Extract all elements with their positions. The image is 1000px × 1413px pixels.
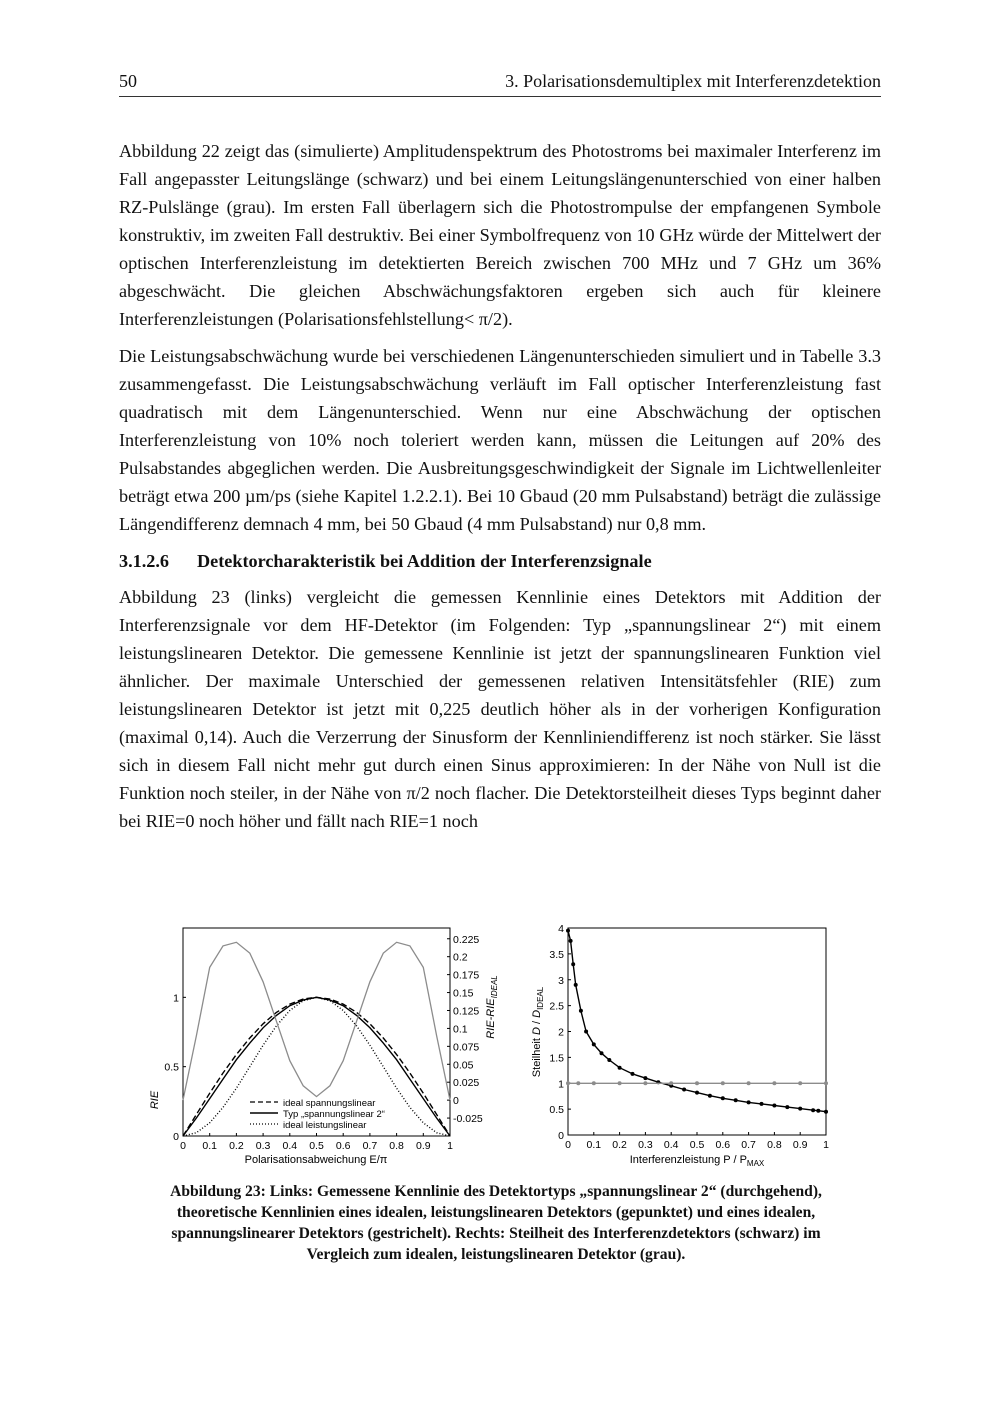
y-tick-label: 3.5 — [549, 948, 564, 961]
body-text — [119, 137, 881, 844]
page-header — [119, 70, 881, 97]
series-point-0 — [816, 1109, 820, 1113]
series-point-1 — [747, 1081, 751, 1085]
series-point-0 — [631, 1072, 635, 1076]
section-title: Detektorcharakteristik bei Addition der Interferenzsignale — [197, 551, 652, 571]
y2-tick-label: 0.2 — [453, 951, 468, 964]
x-tick-label: 0.6 — [335, 1140, 351, 1152]
y-tick-label: 4 — [558, 923, 564, 935]
running-title: 3. Polarisationsdemultiplex mit Interferenzdetektion — [505, 71, 881, 91]
series-point-0 — [811, 1108, 815, 1112]
legend-label: ideal spannungslinear — [283, 1098, 376, 1109]
x-tick-label: 0.8 — [767, 1139, 782, 1151]
series-point-0 — [708, 1094, 712, 1098]
x-tick-label: 0.5 — [689, 1139, 705, 1151]
left-y2-axis-label: RIE-$RIE_{IDEAL}$ — [485, 975, 499, 1039]
series-point-0 — [571, 962, 575, 966]
x-tick-label: 0 — [565, 1139, 571, 1151]
paragraph: Abbildung 22 zeigt das (simulierte) Amplitudenspektrum des Photostroms bei maximaler Interferenz im Fall angepasster Leitungslänge (schwarz) und bei einem Leitungslängenunterschied von einer halben RZ-Pulslänge (grau). Im ersten Fall überlagern sich die Photostrompulse der empfangenen Symbole konstruktiv, im zweiten Fall destruktiv. Bei einer Symbolfrequenz von 10 GHz würde der Mittelwert der optischen Interferenzleistung im detektierten Bereich zwischen 700 MHz und 7 GHz um 36% abgeschwächt. Die gleichen Abschwächungsfaktoren ergeben sich auch für kleinere Interferenzleistungen (Polarisationsfehlstellung< π/2). — [119, 141, 881, 329]
y2-tick-label: 0.025 — [453, 1077, 480, 1090]
series-point-0 — [592, 1042, 596, 1046]
series-point-0 — [607, 1058, 611, 1062]
right-chart — [531, 923, 829, 1168]
y-tick-label: 0 — [173, 1131, 179, 1143]
series-point-1 — [824, 1081, 828, 1085]
x-tick-label: 0.3 — [255, 1140, 271, 1152]
series-line-3 — [183, 942, 450, 1100]
y-tick-label: 1 — [558, 1078, 564, 1091]
series-point-1 — [592, 1081, 596, 1085]
series-point-1 — [643, 1081, 647, 1085]
legend-label: ideal leistungslinear — [283, 1120, 367, 1131]
series-point-0 — [682, 1088, 686, 1092]
y2-tick-label: 0.15 — [453, 987, 474, 1000]
y2-tick-label: 0.225 — [453, 933, 480, 946]
series-point-0 — [798, 1107, 802, 1111]
x-tick-label: 0.7 — [362, 1140, 378, 1152]
series-point-1 — [695, 1081, 699, 1085]
left-x-axis-label: Polarisationsabweichung E/π — [244, 1154, 388, 1166]
series-point-1 — [772, 1081, 776, 1085]
figure-svg — [140, 915, 860, 1175]
right-x-axis-label: Interferenzleistung P / $P_{MAX}$ — [629, 1154, 765, 1168]
y2-tick-label: 0.05 — [453, 1059, 474, 1072]
y-tick-label: 0.5 — [549, 1104, 564, 1117]
y2-tick-label: -0.025 — [453, 1113, 483, 1126]
figure-caption: Abbildung 23: Links: Gemessene Kennlinie des Detektortyps „spannungslinear 2“ (durchgehend), theoretische Kennlinien eines idealen, leistungslinearen Detektors (gepunktet) und eines idealen, spannungslinearer Detektors (gestrichelt). Rechts: Steilheit des Interferenzdetektors (schwarz) im Vergleich zum idealen, leistungslinearen Detektor (grau). — [170, 1183, 822, 1263]
figure-23 — [140, 915, 860, 1175]
series-point-0 — [772, 1104, 776, 1108]
series-point-0 — [785, 1105, 789, 1109]
y2-tick-label: 0.075 — [453, 1041, 480, 1054]
x-tick-label: 0.1 — [586, 1139, 602, 1151]
series-point-0 — [618, 1066, 622, 1070]
right-plot-frame — [568, 928, 826, 1135]
left-legend — [250, 1098, 385, 1131]
left-y2-tick-labels — [447, 934, 483, 1125]
y2-tick-label: 0.125 — [453, 1005, 480, 1018]
x-tick-label: 0.9 — [792, 1139, 808, 1151]
series-point-1 — [566, 1081, 570, 1085]
y-tick-label: 0 — [558, 1130, 564, 1142]
left-y-axis-label: RIE — [149, 1090, 161, 1110]
series-point-1 — [721, 1081, 725, 1085]
series-point-0 — [760, 1102, 764, 1106]
y-tick-label: 1.5 — [549, 1052, 564, 1065]
y-tick-label: 2 — [558, 1026, 564, 1039]
series-point-0 — [600, 1051, 604, 1055]
x-tick-label: 0.9 — [415, 1140, 431, 1152]
x-tick-label: 0.5 — [309, 1140, 324, 1152]
legend-label: Typ „spannungslinear 2“ — [283, 1109, 385, 1120]
x-tick-label: 0.3 — [638, 1139, 653, 1151]
series-point-0 — [574, 983, 578, 987]
section-heading — [119, 547, 881, 575]
paragraph: Die Leistungsabschwächung wurde bei verschiedenen Längenunterschieden simuliert und in Tabelle 3.3 zusammengefasst. Die Leistungsabschwächung verläuft im Fall optischer Interferenzleistung fast quadratisch mit dem Längenunterschied. Wenn nur eine Abschwächung der optischen Interferenzleistung von 10% noch toleriert werden kann, müssen die Leitungen auf 20% des Pulsabstandes abgeglichen werden. Die Ausbreitungsgeschwindigkeit der Signale im Lichtwellenleiter beträgt etwa 200 µm/ps (siehe Kapitel 1.2.2.1). Bei 10 Gbaud (20 mm Pulsabstand) beträgt die zulässige Längendifferenz demnach 4 mm, bei 50 Gbaud (4 mm Pulsabstand) nur 0,8 mm. — [119, 346, 881, 534]
x-tick-label: 0.1 — [202, 1140, 218, 1152]
x-tick-label: 0.4 — [663, 1139, 679, 1151]
paragraph: Abbildung 23 (links) vergleicht die gemessen Kennlinie eines Detektors mit Addition der Interferenzsignale vor dem HF-Detektor (im Folgenden: Typ „spannungslinear 2“) mit einem leistungslinearen Detektor. Die gemessene Kennlinie ist jetzt der spannungslinearen Funktion viel ähnlicher. Der maximale Unterschied der gemessenen relativen Intensitätsfehler (RIE) zum leistungslinearen Detektor ist jetzt mit 0,225 deutlich höher als in der vorherigen Konfiguration (maximal 0,14). Auch die Verzerrung der Sinusform der Kennliniendifferenz ist noch stärker. Sie lässt sich in diesem Fall nicht mehr gut durch einen Sinus approximieren: In der Nähe von Null ist die Funktion noch steiler, in der Nähe von π/2 noch flacher. Die Detektorsteilheit dieses Typs beginnt daher bei RIE=0 noch höher und fällt nach RIE=1 noch — [119, 587, 881, 831]
series-point-0 — [747, 1100, 751, 1104]
y-tick-label: 0.5 — [164, 1061, 179, 1074]
left-chart — [149, 928, 499, 1166]
x-tick-label: 0.6 — [715, 1139, 731, 1151]
section-number: 3.1.2.6 — [119, 551, 170, 571]
x-tick-label: 0.4 — [282, 1140, 298, 1152]
x-tick-label: 1 — [823, 1139, 829, 1151]
series-point-0 — [566, 929, 570, 933]
series-point-1 — [618, 1081, 622, 1085]
series-point-0 — [579, 1009, 583, 1013]
right-y-axis-label: Steilheit D / $D_{IDEAL}$ — [531, 986, 545, 1078]
y-tick-label: 2.5 — [549, 1000, 564, 1013]
x-tick-label: 0.2 — [612, 1139, 627, 1151]
series-point-1 — [798, 1081, 802, 1085]
series-point-0 — [721, 1096, 725, 1100]
x-tick-label: 0.7 — [741, 1139, 756, 1151]
series-point-0 — [584, 1030, 588, 1034]
x-tick-label: 0 — [180, 1140, 186, 1152]
series-point-0 — [643, 1076, 647, 1080]
series-point-1 — [669, 1081, 673, 1085]
y2-tick-label: 0.175 — [453, 969, 480, 982]
page-number: 50 — [119, 71, 137, 91]
series-point-0 — [824, 1110, 828, 1114]
y-tick-label: 3 — [558, 974, 564, 987]
series-point-0 — [569, 939, 573, 943]
x-tick-label: 1 — [447, 1140, 453, 1152]
y2-tick-label: 0 — [453, 1095, 459, 1108]
x-tick-label: 0.2 — [229, 1140, 244, 1152]
y-tick-label: 1 — [173, 992, 179, 1005]
y2-tick-label: 0.1 — [453, 1023, 468, 1036]
series-point-1 — [576, 1081, 580, 1085]
series-point-0 — [695, 1091, 699, 1095]
right-series — [566, 929, 828, 1114]
series-point-0 — [734, 1098, 738, 1102]
x-tick-label: 0.8 — [389, 1140, 404, 1152]
